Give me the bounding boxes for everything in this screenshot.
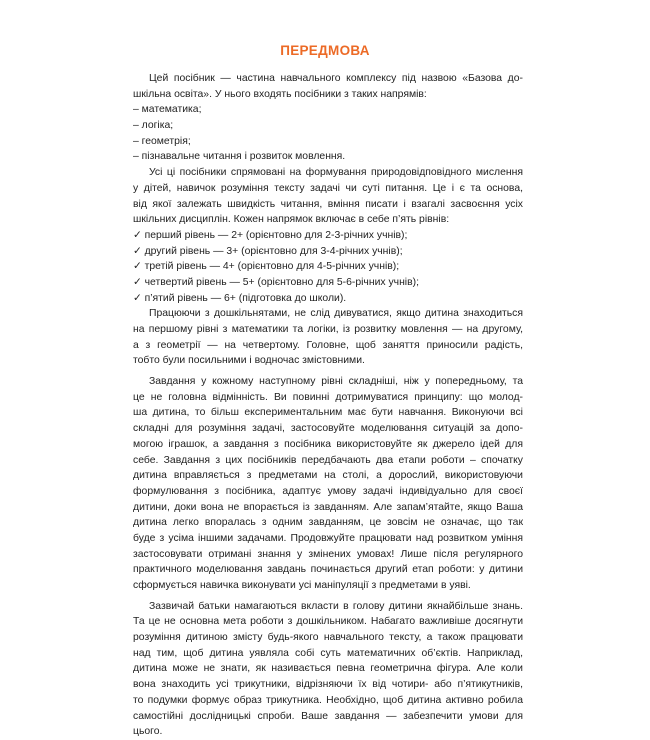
text-line: могою іграшок, а завдання з посібника використовуйте як джерело ідей для <box>133 438 523 450</box>
text-line: а з геометрії — на четвертому. Головне, щоб заняття приносили радість, <box>133 339 523 351</box>
text-line: Зазвичай батьки намагаються вкласти в голову дитини якнайбільше знань. <box>149 600 523 612</box>
text-line: дитина вправляється з предметами на столі, а дорослий, використовуючи <box>133 470 523 482</box>
checklist-item: ✓ четвертий рівень — 5+ (орієнтовно для 5-6-річних учнів); <box>133 276 419 288</box>
text-line: на першому рівні з математики та логіки, із розвитку мовлення — на другому, <box>133 324 523 335</box>
text-line: шкільних дисциплін. Кожен напрямок включає в себе п’ять рівнів: <box>133 214 450 226</box>
document-body <box>133 71 523 740</box>
checklist-item: ✓ перший рівень — 2+ (орієнтовно для 2-3-річних учнів); <box>133 229 408 241</box>
text-line: самостійні дослідницькі спроби. Ваше завдання — забезпечити умови для <box>133 710 523 722</box>
text-line: дитини, доки вона не впорається із завданням. Але запам’ятайте, якщо Ваша <box>133 501 523 513</box>
list-item: – логіка; <box>133 120 174 132</box>
text-line: розуміння дитиною змісту будь-якого навчального тексту, а також працювати <box>133 632 523 644</box>
text-line: Завдання у кожному наступному рівні складніші, ніж у попередньому, та <box>149 376 523 388</box>
text-line: у дітей, навичок розуміння тексту задачі чи суті питання. Це і є та основа, <box>133 182 523 194</box>
text-line: цього. <box>133 726 163 738</box>
text-line: вона знаходить усі трикутники, відрізняючи їх від чотири- або п’ятикутників, <box>133 679 523 691</box>
text-line: себе. Завдання з цих посібників передбачають два етапи роботи – спочатку <box>133 454 523 466</box>
list-item: – геометрія; <box>133 135 191 147</box>
text-line: від якої залежать швидкість читання, вміння писати і взагалі засвоєння усіх <box>133 198 523 210</box>
list-item: – пізнавальне читання і розвиток мовлення. <box>133 151 346 163</box>
text-line: складні для розуміння задачі, застосовуйте моделювання ситуацій за допо- <box>133 423 523 435</box>
text-line: Усі ці посібники спрямовані на формування природовідповідного мислення <box>149 167 523 179</box>
text-line: шкільна освіта». У нього входять посібники з таких напрямів: <box>133 88 427 100</box>
text-line: практичного моделювання завдань починається другий етап роботи: у дитини <box>133 564 523 576</box>
text-line: ша дитина, то більш експериментальним має бути навчання. Виконуючи всі <box>133 407 523 419</box>
checklist-item: ✓ п’ятий рівень — 6+ (підготовка до школи). <box>133 292 347 304</box>
text-line: над тим, щоб дитина уявляла собі суть математичних об’єктів. Наприклад, <box>133 647 523 659</box>
paragraph-preschoolers <box>133 306 523 369</box>
paragraph-intro <box>133 71 523 165</box>
text-line: Цей посібник — частина навчального комплексу під назвою «Базова до- <box>149 73 523 84</box>
text-line: сформується навичка виконувати усі маніпуляції з предметами в уяві. <box>133 580 471 591</box>
checklist-item: ✓ другий рівень — 3+ (орієнтовно для 3-4-річних учнів); <box>133 245 403 257</box>
checklist-item: ✓ третій рівень — 4+ (орієнтовно для 4-5-річних учнів); <box>133 261 400 273</box>
text-line: то подумки формує образ трикутника. Необхідно, щоб дитина активно робила <box>133 694 523 706</box>
text-line: застосовувати отримані знання у змінених умовах! Лише після регулярного <box>133 548 523 560</box>
text-line: дитина легко впоралась з одним завданням, це зовсім не означає, що так <box>133 517 523 529</box>
text-line: Працюючи з дошкільнятами, не слід дивуватися, якщо дитина знаходиться <box>149 308 523 320</box>
paragraph-understanding <box>133 599 523 740</box>
text-line: буде з усіма іншими задачами. Продовжуйте працювати над розвитком уміння <box>133 532 523 544</box>
text-line: це не головна відмінність. Ви повинні дотримуватися принципу: що молод- <box>133 391 523 403</box>
paragraph-levels <box>133 165 523 306</box>
paragraph-tasks <box>133 374 523 594</box>
text-line: дитина може не знати, як називається певна геометрична фігура. Але коли <box>133 663 523 675</box>
text-line: формулювання з посібника, адаптує умову задачі індивідуально для своєї <box>133 485 523 497</box>
page-title: ПЕРЕДМОВА <box>280 43 370 58</box>
text-line: Та це не основна мета роботи з дошкільником. Набагато важливіше досягнути <box>133 616 523 628</box>
text-line: тобто були посильними і водночас змістовними. <box>133 355 365 367</box>
list-item: – математика; <box>133 104 202 116</box>
